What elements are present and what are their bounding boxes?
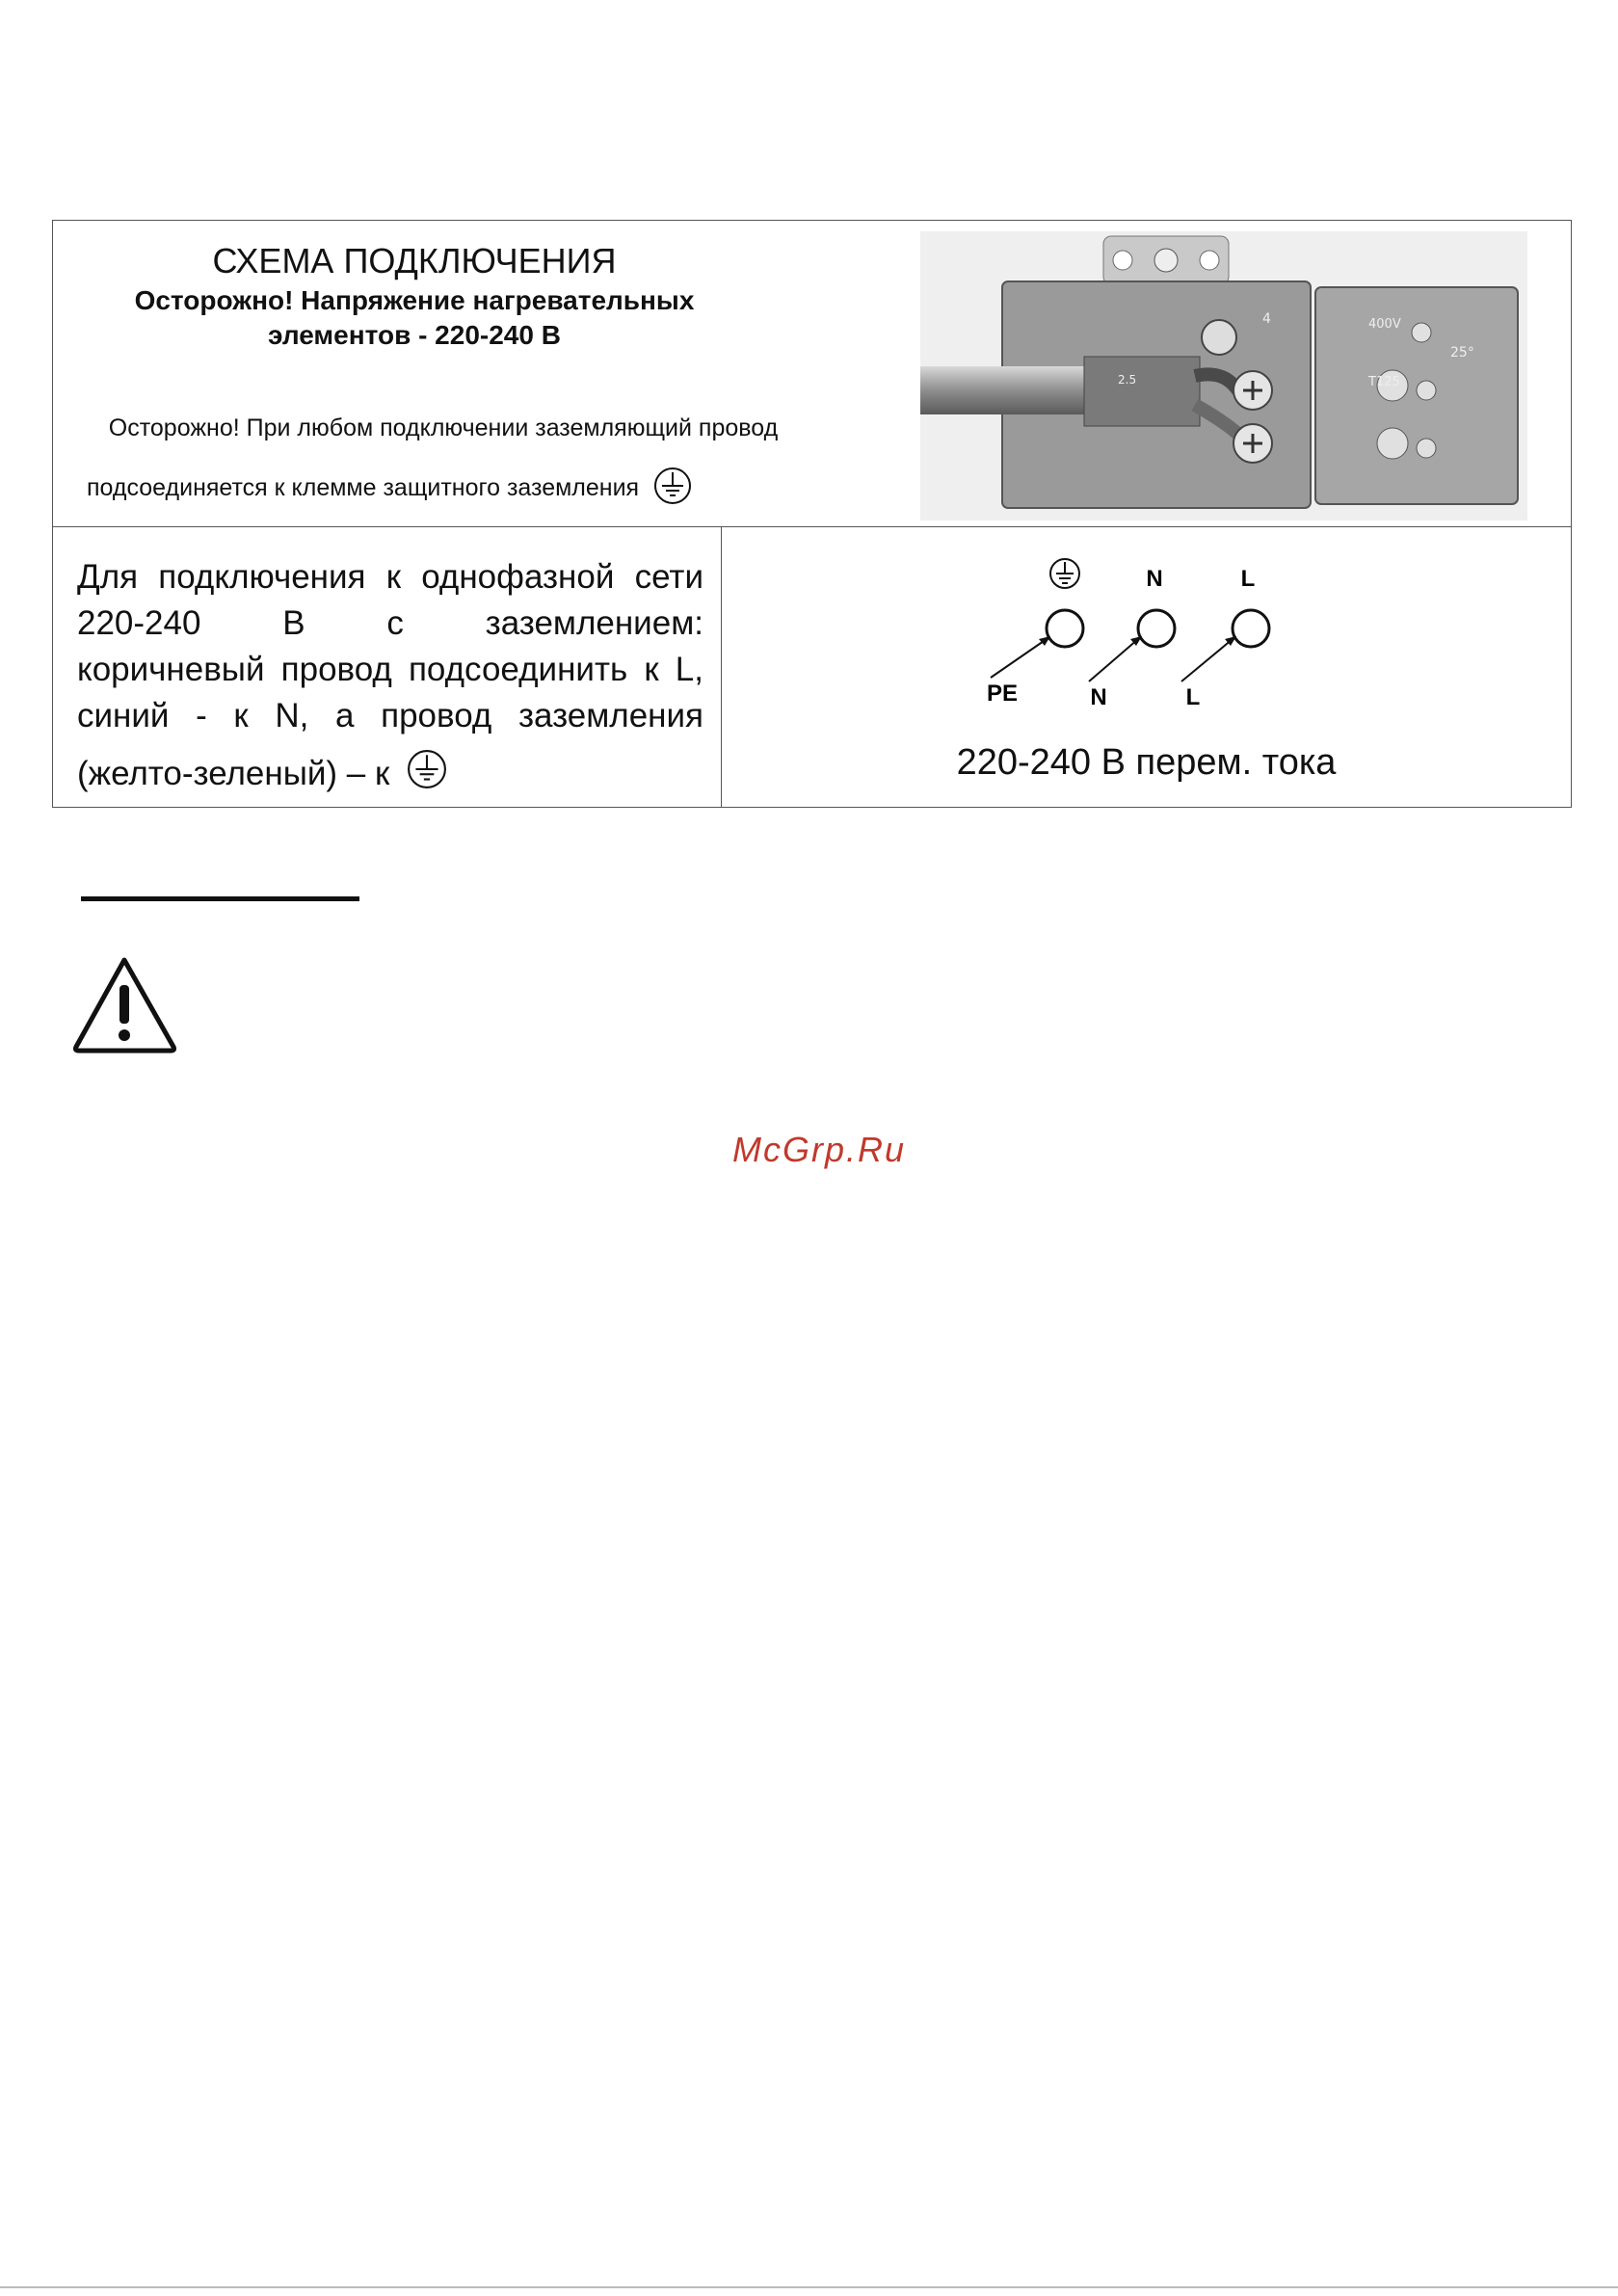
arrow-l xyxy=(1181,639,1233,681)
terminal-top-label-n: N xyxy=(1146,566,1163,592)
page-bottom-rule xyxy=(0,2286,1618,2288)
terminal-l xyxy=(1233,610,1269,647)
terminal-bottom-label-pe: PE xyxy=(986,681,1019,707)
warning-triangle-icon xyxy=(69,954,180,1055)
voltage-caution-line-2: элементов - 220-240 В xyxy=(268,320,561,350)
arrow-n xyxy=(1089,639,1138,681)
terminal-bottom-label-n: N xyxy=(1090,684,1107,710)
scheme-title: СХЕМА ПОДКЛЮЧЕНИЯ xyxy=(212,241,617,280)
ground-symbol-icon xyxy=(407,749,447,802)
instruction-line: Для подключения к однофазной сети xyxy=(77,558,703,596)
terminal-block-photo xyxy=(920,231,1527,521)
arrowhead-pe xyxy=(1039,636,1050,646)
terminals-diagram xyxy=(964,554,1311,723)
ground-note-line-2-wrap xyxy=(87,467,761,512)
ground-note-line-1: Осторожно! При любом подключении заземляющий провод xyxy=(108,414,779,441)
terminal-bottom-label-l: L xyxy=(1185,684,1201,710)
terminal-pe xyxy=(1047,610,1083,647)
photo-mark-25: 25° xyxy=(1450,345,1474,360)
instruction-line: (желто-зеленый) – к xyxy=(77,754,390,792)
photo-mark-t125: T125 xyxy=(1368,375,1400,389)
photo-mark-2-5: 2.5 xyxy=(1118,373,1137,387)
terminal-n xyxy=(1138,610,1175,647)
watermark: McGrp.Ru xyxy=(731,1130,907,1169)
ground-symbol-icon xyxy=(653,467,692,512)
instructions-paragraph xyxy=(77,554,703,802)
voltage-label: 220-240 В перем. тока xyxy=(956,742,1337,783)
instruction-line: синий - к N, а провод заземления xyxy=(77,697,703,734)
terminal-top-label-l: L xyxy=(1240,566,1256,592)
instruction-line-last xyxy=(77,749,703,802)
arrow-pe xyxy=(991,639,1047,678)
section-underline xyxy=(81,896,359,901)
photo-mark-4: 4 xyxy=(1262,311,1271,327)
ground-note-line-2: подсоединяется к клемме защитного заземления xyxy=(87,474,640,502)
ground-symbol-icon xyxy=(1050,559,1079,588)
photo-mark-400v: 400V xyxy=(1368,317,1401,332)
voltage-caution-line-1: Осторожно! Напряжение нагревательных xyxy=(134,285,695,315)
instruction-line: коричневый провод подсоединить к L, xyxy=(77,651,703,688)
instruction-line: 220-240 В с заземлением: xyxy=(77,604,703,642)
